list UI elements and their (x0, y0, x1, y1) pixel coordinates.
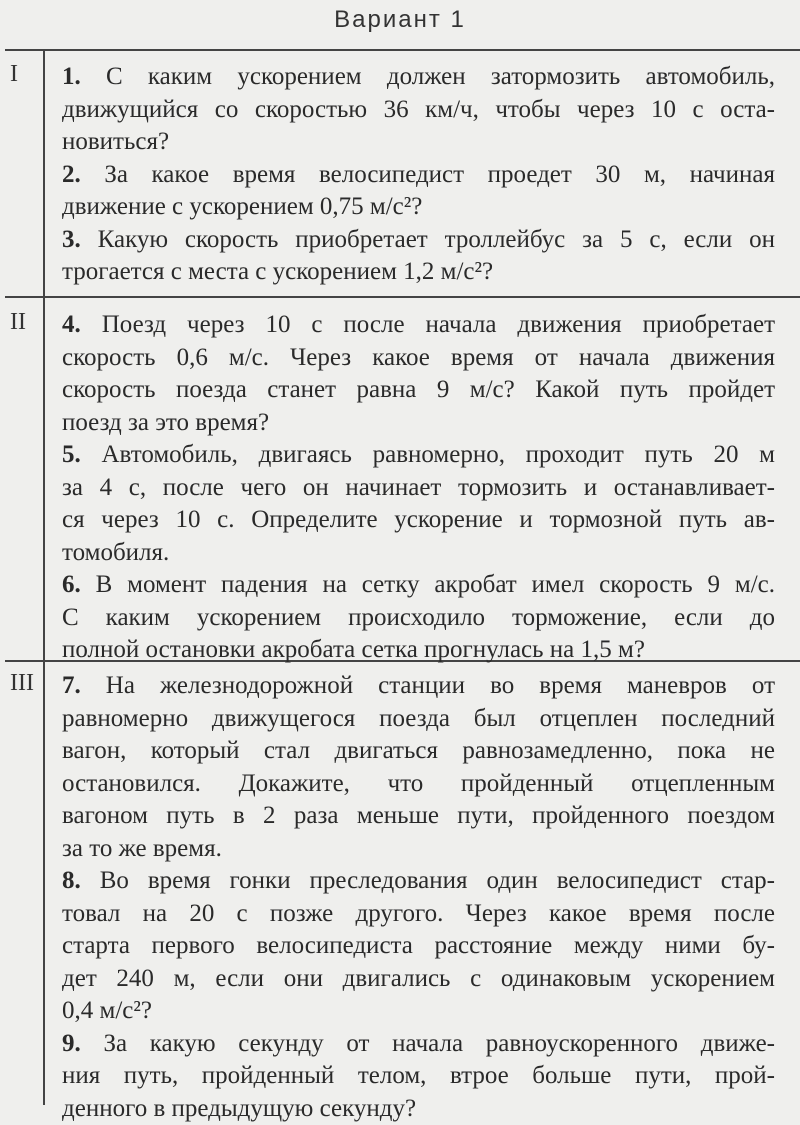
problem-text: На железнодорожной станции во время маневров от (106, 672, 775, 699)
problem-text: вагоном путь в 2 раза меньше пути, пройденного поездом (62, 802, 775, 829)
problem-6 (62, 569, 775, 667)
problem-3 (62, 224, 775, 289)
problem-text: поезд за это время? (62, 409, 269, 436)
problem-text: товал на 20 с позже другого. Через какое время после (62, 900, 775, 927)
problem-text: новиться? (62, 128, 169, 155)
problem-text: денного в предыдущую секунду? (62, 1095, 416, 1122)
problem-line (62, 768, 775, 801)
problem-text: Во время гонки преследования один велосипедист стар- (100, 867, 775, 894)
problem-text: ния путь, пройденный телом, втрое больше пути, прой- (62, 1062, 775, 1089)
problem-line (62, 930, 775, 963)
problem-2 (62, 159, 775, 224)
problem-text: старта первого велосипедиста расстояние между ними бу- (62, 932, 775, 959)
problem-number: 7. (62, 672, 81, 699)
section-label: II (10, 309, 40, 336)
problem-line (62, 126, 775, 159)
problem-number: 6. (62, 571, 81, 598)
problem-text: полной остановки акробата сетка прогнулась на 1,5 м? (62, 636, 645, 663)
problem-line (62, 602, 775, 635)
problem-line (62, 256, 775, 289)
problem-text: остановился. Докажите, что пройденный отцепленным (62, 770, 775, 797)
problem-line (62, 61, 775, 94)
problem-number: 5. (62, 441, 81, 468)
problem-line (62, 309, 775, 342)
section-3 (62, 670, 775, 1125)
problem-text: за 4 с, после чего он начинает тормозить и останавливает- (62, 474, 775, 501)
problem-number: 8. (62, 867, 81, 894)
problem-text: вагон, который стал двигаться равнозамедленно, пока не (62, 737, 775, 764)
problem-text: томобиля. (62, 539, 169, 566)
problem-line (62, 439, 775, 472)
problem-text: равномерно движущегося поезда был отцеплен последний (62, 705, 775, 732)
problem-line (62, 569, 775, 602)
problem-text: трогается с места с ускорением 1,2 м/с²? (62, 258, 493, 285)
section-1 (62, 61, 775, 289)
problem-line (62, 1028, 775, 1061)
column-divider (43, 50, 45, 1105)
problem-line (62, 1060, 775, 1093)
problem-line (62, 472, 775, 505)
problem-line (62, 191, 775, 224)
problem-line (62, 1093, 775, 1125)
problem-text: движущийся со скоростью 36 км/ч, чтобы через 10 с оста- (62, 96, 775, 123)
problem-text: скорость 0,6 м/с. Через какое время от начала движения (62, 344, 775, 371)
problem-line (62, 634, 775, 667)
variant-title: Вариант 1 (0, 6, 800, 34)
problem-line (62, 735, 775, 768)
problem-line (62, 898, 775, 931)
problem-text: Какую скорость приобретает троллейбус за 5 с, если он (98, 226, 775, 253)
problem-line (62, 407, 775, 440)
section-2 (62, 309, 775, 667)
problem-1 (62, 61, 775, 159)
problem-line (62, 865, 775, 898)
problem-line (62, 504, 775, 537)
problem-text: В момент падения на сетку акробат имел скорость 9 м/с. (96, 571, 775, 598)
problem-line (62, 800, 775, 833)
problem-line (62, 995, 775, 1028)
problem-text: за то же время. (62, 835, 222, 862)
problem-line (62, 833, 775, 866)
problem-text: С каким ускорением происходило торможение, если до (62, 604, 775, 631)
problem-line (62, 703, 775, 736)
problem-line (62, 374, 775, 407)
problem-line (62, 342, 775, 375)
problem-number: 4. (62, 311, 81, 338)
problem-8 (62, 865, 775, 1028)
problem-text: ся через 10 с. Определите ускорение и тормозной путь ав- (62, 506, 775, 533)
table-divider (5, 296, 800, 298)
problem-9 (62, 1028, 775, 1125)
problem-line (62, 224, 775, 257)
problem-4 (62, 309, 775, 439)
problem-number: 1. (62, 63, 81, 90)
problem-line (62, 670, 775, 703)
problem-number: 9. (62, 1030, 81, 1057)
problem-text: дет 240 м, если они двигались с одинаковым ускорением (62, 965, 775, 992)
problem-text: Поезд через 10 с после начала движения приобретает (102, 311, 775, 338)
section-label: I (10, 61, 40, 88)
table-divider (5, 49, 800, 51)
problem-text: 0,4 м/с²? (62, 997, 152, 1024)
problem-5 (62, 439, 775, 569)
problem-line (62, 94, 775, 127)
problem-number: 3. (62, 226, 81, 253)
problem-text: За какую секунду от начала равноускоренного движе- (103, 1030, 775, 1057)
problem-text: движение с ускорением 0,75 м/с²? (62, 193, 422, 220)
problem-text: скорость поезда станет равна 9 м/с? Какой путь пройдет (62, 376, 775, 403)
problem-text: Автомобиль, двигаясь равномерно, проходит путь 20 м (101, 441, 775, 468)
problem-7 (62, 670, 775, 865)
problem-line (62, 159, 775, 192)
section-label: III (10, 670, 40, 697)
problem-text: С каким ускорением должен затормозить автомобиль, (106, 63, 775, 90)
problem-text: За какое время велосипедист проедет 30 м, начиная (104, 161, 775, 188)
problem-number: 2. (62, 161, 81, 188)
problem-line (62, 963, 775, 996)
problem-line (62, 537, 775, 570)
